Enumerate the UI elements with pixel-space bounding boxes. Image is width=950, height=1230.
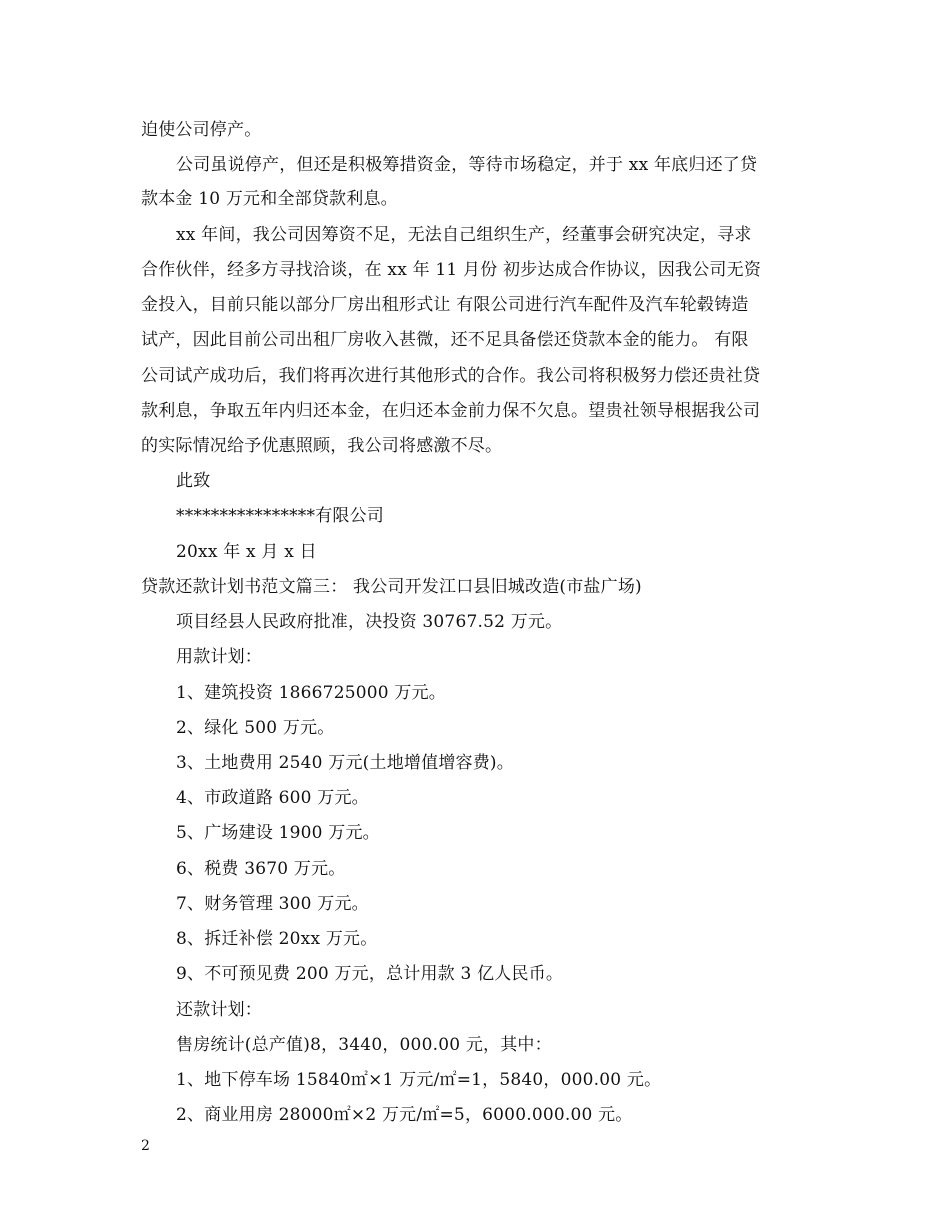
list-item: 5、广场建设 1900 万元。 <box>176 823 380 843</box>
text-line: xx 年间，我公司因筹资不足，无法自己组织生产，经董事会研究决定，寻求 <box>176 225 752 245</box>
text-line: 公司试产成功后，我们将再次进行其他形式的合作。我公司将积极努力偿还贵社贷 <box>141 366 761 386</box>
section-heading: 贷款还款计划书范文篇三： 我公司开发江口县旧城改造(市盐广场) <box>141 577 642 597</box>
list-item: 4、市政道路 600 万元。 <box>176 788 369 808</box>
company-signature: ****************有限公司 <box>176 506 384 526</box>
subheading: 还款计划： <box>176 1000 262 1020</box>
text-line: 的实际情况给予优惠照顾，我公司将感激不尽。 <box>141 436 503 456</box>
date-line: 20xx 年 x 月 x 日 <box>176 542 317 562</box>
list-item: 6、税费 3670 万元。 <box>176 859 346 879</box>
subheading: 用款计划： <box>176 647 262 667</box>
list-item: 9、不可预见费 200 万元，总计用款 3 亿人民币。 <box>176 964 564 984</box>
page-number: 2 <box>141 1138 150 1154</box>
text-line: 迫使公司停产。 <box>141 120 262 140</box>
text-line: 合作伙伴，经多方寻找洽谈，在 xx 年 11 月份 初步达成合作协议，因我公司无资 <box>141 260 762 280</box>
list-item: 1、地下停车场 15840㎡×1 万元/㎡=1，5840，000.00 元。 <box>176 1070 662 1090</box>
text-line: 试产，因此目前公司出租厂房收入甚微，还不足具备偿还贷款本金的能力。 有限 <box>141 330 749 350</box>
list-item: 2、商业用房 28000㎡×2 万元/㎡=5，6000.000.00 元。 <box>176 1105 633 1125</box>
list-item: 2、绿化 500 万元。 <box>176 718 335 738</box>
text-line: 款利息，争取五年内归还本金，在归还本金前力保不欠息。望贵社领导根据我公司 <box>141 401 761 421</box>
text-line: 售房统计(总产值)8，3440，000.00 元，其中： <box>176 1035 552 1055</box>
list-item: 1、建筑投资 1866725000 万元。 <box>176 683 446 703</box>
list-item: 8、拆迁补偿 20xx 万元。 <box>176 929 378 949</box>
list-item: 3、土地费用 2540 万元(土地增值增容费)。 <box>176 753 514 773</box>
text-line: 项目经县人民政府批准，决投资 30767.52 万元。 <box>176 612 563 632</box>
list-item: 7、财务管理 300 万元。 <box>176 894 369 914</box>
salutation: 此致 <box>176 471 211 491</box>
text-line: 公司虽说停产，但还是积极筹措资金，等待市场稳定，并于 xx 年底归还了贷 <box>176 155 758 175</box>
text-line: 款本金 10 万元和全部贷款利息。 <box>141 189 398 209</box>
text-line: 金投入，目前只能以部分厂房出租形式让 有限公司进行汽车配件及汽车轮毂铸造 <box>141 295 749 315</box>
